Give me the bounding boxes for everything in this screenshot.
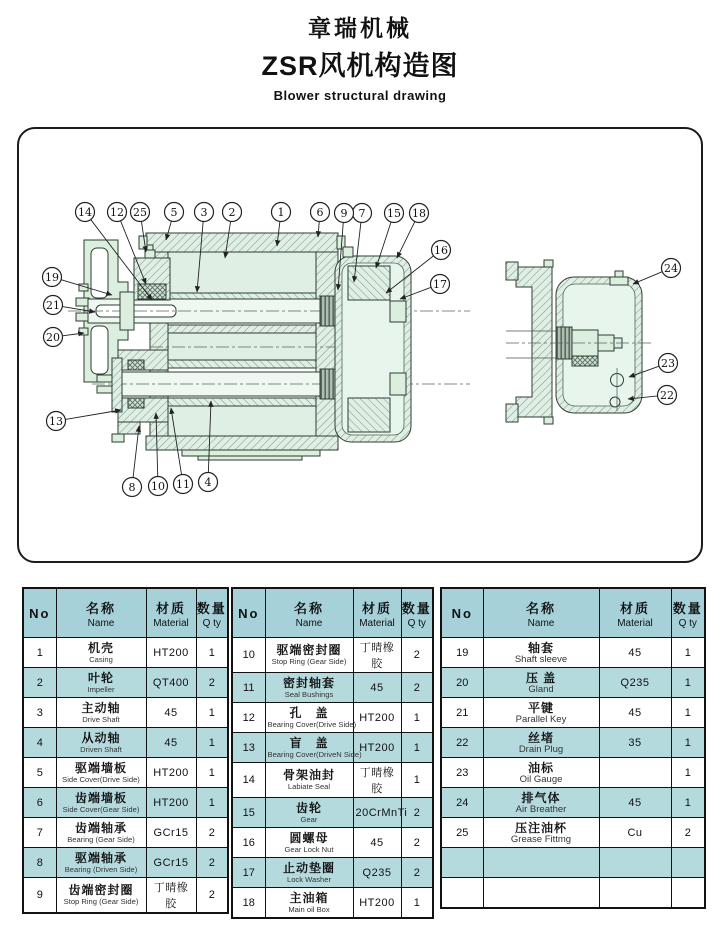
cell-name (56, 848, 146, 878)
cell-no: 4 (23, 728, 56, 758)
table-row (441, 638, 705, 668)
cell-material: HT200 (146, 758, 196, 788)
part-name-en: Bearing (Gear Side) (67, 834, 135, 844)
cell-qty: 2 (401, 858, 433, 888)
cell-no: 10 (232, 638, 265, 673)
cell-no: 6 (23, 788, 56, 818)
cell-no: 12 (232, 703, 265, 733)
cell-name (483, 728, 599, 758)
cell-material: Q235 (353, 858, 401, 888)
cell-no: 16 (232, 828, 265, 858)
cell-material (599, 848, 671, 878)
cell-qty: 1 (196, 788, 228, 818)
col-name: 名称 Name (56, 588, 146, 638)
callout-number: 23 (661, 357, 675, 370)
part-name-en: Oil Gauge (519, 773, 563, 785)
cell-qty: 1 (671, 668, 705, 698)
part-name-en: Bearing Cover(DriveN Side) (267, 749, 362, 759)
part-name-en: Bearing Cover(Drive Side) (267, 719, 357, 729)
cell-qty: 1 (401, 763, 433, 798)
part-name-zh: 密封轴套 (282, 675, 335, 690)
cell-name (483, 788, 599, 818)
cell-qty: 1 (196, 758, 228, 788)
cell-material: HT200 (353, 888, 401, 919)
cell-qty: 1 (196, 698, 228, 728)
cell-name (56, 758, 146, 788)
cell-name (265, 733, 362, 763)
callout-number: 14 (78, 206, 92, 219)
part-name-zh: 圆螺母 (289, 830, 329, 845)
table-row (232, 888, 433, 919)
part-name-zh: 从动轴 (81, 730, 121, 745)
cell-name (265, 638, 353, 673)
cell-material: 45 (599, 698, 671, 728)
cell-qty: 1 (671, 728, 705, 758)
cell-name (265, 673, 353, 703)
cell-material: 45 (146, 698, 196, 728)
table-row (23, 818, 228, 848)
part-name-en: Gland (528, 683, 554, 695)
cell-no: 7 (23, 818, 56, 848)
cell-qty: 2 (671, 818, 705, 848)
part-name-en: Stop Ring (Gear Side) (63, 897, 139, 906)
cell-qty: 1 (671, 788, 705, 818)
cell-qty: 1 (671, 758, 705, 788)
col-material: 材质 Material (353, 588, 401, 638)
part-name-en: Side Cover(Gear Side) (62, 804, 140, 814)
part-name-en: Driven Shaft (80, 744, 122, 754)
cell-name (483, 878, 599, 909)
part-name-zh: 轴套 (527, 640, 554, 655)
part-name-en: Stop Ring (Gear Side) (271, 657, 347, 666)
cell-name (483, 848, 599, 878)
cell-name (56, 878, 146, 914)
part-name-en: Labiate Seal (287, 782, 331, 791)
cell-qty: 1 (196, 638, 228, 668)
callout-number: 1 (277, 206, 285, 219)
cell-qty: 1 (401, 888, 433, 919)
cell-qty: 1 (671, 698, 705, 728)
cell-qty: 2 (196, 848, 228, 878)
cell-qty (671, 878, 705, 909)
cell-name (56, 698, 146, 728)
table-row (232, 858, 433, 888)
callout-number: 3 (200, 206, 208, 219)
cell-name (483, 698, 599, 728)
table-row (23, 758, 228, 788)
cell-no: 1 (23, 638, 56, 668)
part-name-zh: 机壳 (87, 640, 114, 655)
table-row (441, 758, 705, 788)
cell-name (56, 728, 146, 758)
part-name-en: Shaft sleeve (514, 653, 568, 665)
table-row (232, 733, 433, 763)
part-name-zh: 齿轮 (295, 800, 322, 815)
col-qty: 数量 Q ty (671, 588, 705, 638)
col-material: 材质 Material (146, 588, 196, 638)
cell-no: 3 (23, 698, 56, 728)
col-material: 材质 Material (599, 588, 671, 638)
cell-no: 14 (232, 763, 265, 798)
part-name-en: Gear (300, 814, 318, 824)
part-name-zh: 压 盖 (525, 670, 557, 685)
part-name-en: Lock Washer (286, 874, 332, 884)
blower-section-drawing (17, 127, 703, 563)
cell-material: HT200 (353, 733, 401, 763)
part-name-en: Casing (89, 654, 113, 664)
table-row (232, 638, 433, 673)
part-name-zh: 齿端密封圈 (68, 883, 134, 897)
page-title: ZSR风机构造图 (261, 51, 459, 81)
cell-qty: 1 (401, 733, 433, 763)
part-name-en: Drain Plug (518, 743, 564, 755)
cell-name (265, 858, 353, 888)
cell-material: 丁晴橡胶 (353, 638, 401, 673)
table-row (23, 728, 228, 758)
cell-no: 23 (441, 758, 483, 788)
callout-20 (44, 328, 85, 347)
part-name-zh: 驱端墙板 (74, 760, 127, 775)
part-name-zh: 齿端墙板 (74, 790, 127, 805)
cell-name (56, 818, 146, 848)
cell-qty: 1 (196, 728, 228, 758)
main-section-view (68, 233, 470, 460)
callout-number: 2 (228, 206, 236, 219)
table-row (441, 728, 705, 758)
part-name-zh: 主油箱 (289, 890, 329, 905)
cell-no: 21 (441, 698, 483, 728)
cell-material: 45 (146, 728, 196, 758)
part-name-en: Main oil Box (288, 904, 330, 914)
cell-name (56, 668, 146, 698)
cell-no (441, 878, 483, 909)
callout-number: 12 (110, 206, 124, 219)
cell-material: GCr15 (146, 818, 196, 848)
cell-material: 45 (353, 673, 401, 703)
part-name-en: Side Cover(Drive Side) (62, 774, 140, 784)
cell-material: QT400 (146, 668, 196, 698)
callout-number: 13 (49, 415, 63, 428)
part-name-zh: 齿端轴承 (74, 820, 127, 835)
cell-qty: 2 (196, 878, 228, 914)
cell-material: HT200 (146, 638, 196, 668)
callout-6 (311, 203, 330, 238)
callout-number: 16 (434, 244, 448, 257)
cell-material: 20CrMnTi (353, 798, 401, 828)
col-qty: 数量 Q ty (401, 588, 433, 638)
part-name-zh: 平键 (527, 700, 554, 715)
part-name-zh: 油标 (527, 760, 554, 775)
side-view (506, 260, 652, 424)
parts-table-2-header (232, 588, 433, 638)
table-row (232, 798, 433, 828)
callout-number: 24 (664, 262, 678, 275)
cell-material: 丁晴橡胶 (353, 763, 401, 798)
callout-number: 6 (316, 206, 324, 219)
parts-table-2 (231, 587, 434, 919)
part-name-en: Impeller (87, 684, 115, 694)
table-row (23, 638, 228, 668)
cell-no: 8 (23, 848, 56, 878)
parts-table-3-header (441, 588, 705, 638)
table-row (441, 818, 705, 848)
callout-number: 19 (45, 271, 59, 284)
callout-number: 5 (170, 206, 178, 219)
cell-name (483, 758, 599, 788)
cell-no: 18 (232, 888, 265, 919)
cell-no (441, 848, 483, 878)
part-name-zh: 骨架油封 (282, 768, 335, 782)
callout-number: 7 (358, 207, 366, 220)
callout-number: 8 (128, 481, 136, 494)
part-name-zh: 孔 盖 (289, 705, 329, 720)
cell-name (265, 763, 353, 798)
part-name-en: Gear Lock Nut (284, 844, 334, 854)
cell-qty: 2 (196, 818, 228, 848)
col-no: No (23, 588, 56, 638)
part-name-en: Bearing (Driven Side) (64, 864, 138, 874)
table-row (23, 698, 228, 728)
callout-number: 22 (660, 389, 674, 402)
cell-no: 2 (23, 668, 56, 698)
cell-name (483, 638, 599, 668)
cell-material: 45 (599, 788, 671, 818)
cell-no: 19 (441, 638, 483, 668)
page-subtitle: Blower structural drawing (273, 88, 447, 103)
cell-material (599, 758, 671, 788)
cell-qty: 1 (401, 703, 433, 733)
cell-qty (671, 848, 705, 878)
part-name-zh: 压注油杯 (514, 820, 567, 835)
cell-no: 20 (441, 668, 483, 698)
col-qty: 数量 Q ty (196, 588, 228, 638)
cell-qty: 1 (671, 638, 705, 668)
table-row (232, 763, 433, 798)
table-row (23, 788, 228, 818)
cell-material: Cu (599, 818, 671, 848)
cell-qty: 2 (401, 828, 433, 858)
table-row (441, 878, 705, 909)
parts-table-3 (440, 587, 706, 909)
cell-material: Q235 (599, 668, 671, 698)
cell-material: 45 (599, 638, 671, 668)
cell-name (265, 703, 357, 733)
cell-name (265, 828, 353, 858)
part-name-en: Drive Shaft (82, 714, 120, 724)
callout-24 (633, 259, 681, 285)
cell-qty: 2 (401, 673, 433, 703)
part-name-zh: 主动轴 (81, 700, 121, 715)
callout-number: 10 (151, 480, 165, 493)
col-name: 名称 Name (483, 588, 599, 638)
part-name-zh: 止动垫圈 (282, 860, 335, 875)
part-name-zh: 驱端密封圈 (276, 643, 342, 657)
cell-name (265, 888, 353, 919)
cell-no: 11 (232, 673, 265, 703)
callout-number: 15 (387, 207, 401, 220)
table-row (441, 698, 705, 728)
cell-qty: 2 (196, 668, 228, 698)
table-row (23, 668, 228, 698)
cell-no: 24 (441, 788, 483, 818)
callout-number: 17 (433, 278, 447, 291)
callout-number: 4 (204, 476, 212, 489)
table-row (441, 788, 705, 818)
cell-name (483, 818, 599, 848)
cell-no: 22 (441, 728, 483, 758)
callout-13 (47, 410, 122, 431)
cell-material: 丁晴橡胶 (146, 878, 196, 914)
cell-no: 5 (23, 758, 56, 788)
part-name-zh: 丝堵 (527, 730, 554, 745)
part-name-en: Parallel Key (515, 713, 567, 725)
cell-no: 25 (441, 818, 483, 848)
parts-table-1 (22, 587, 229, 914)
part-name-en: Grease Fittmg (510, 833, 572, 845)
table-row (441, 848, 705, 878)
part-name-en: Air Breather (515, 803, 567, 815)
cell-name (483, 668, 599, 698)
cell-name (56, 638, 146, 668)
callout-number: 18 (412, 207, 426, 220)
col-no: No (441, 588, 483, 638)
part-name-zh: 驱端轴承 (74, 850, 127, 865)
callout-number: 25 (133, 206, 147, 219)
table-row (441, 668, 705, 698)
page-header (0, 10, 720, 103)
cell-material: GCr15 (146, 848, 196, 878)
brand-title: 章瑞机械 (308, 15, 412, 41)
table-row (232, 673, 433, 703)
col-name: 名称 Name (265, 588, 353, 638)
cell-no: 17 (232, 858, 265, 888)
callout-8 (123, 426, 142, 497)
cell-name (56, 788, 146, 818)
table-row (232, 703, 433, 733)
parts-table-1-header (23, 588, 228, 638)
cell-material (599, 878, 671, 909)
cell-material: HT200 (146, 788, 196, 818)
callout-number: 21 (46, 299, 60, 312)
col-no: No (232, 588, 265, 638)
table-row (232, 828, 433, 858)
cell-material: 45 (353, 828, 401, 858)
table-row (23, 878, 228, 914)
part-name-zh: 盲 盖 (289, 735, 329, 750)
table-row (23, 848, 228, 878)
part-name-en: Seal Bushings (284, 689, 334, 699)
callout-number: 20 (46, 331, 60, 344)
part-name-zh: 叶轮 (87, 670, 114, 685)
callout-number: 11 (176, 478, 190, 491)
cell-qty: 2 (401, 638, 433, 673)
cell-material: HT200 (353, 703, 401, 733)
callout-number: 9 (340, 207, 348, 220)
cell-no: 13 (232, 733, 265, 763)
cell-no: 15 (232, 798, 265, 828)
cell-material: 35 (599, 728, 671, 758)
cell-name (265, 798, 353, 828)
cell-no: 9 (23, 878, 56, 914)
part-name-zh: 排气体 (521, 790, 561, 805)
cell-qty: 2 (401, 798, 433, 828)
